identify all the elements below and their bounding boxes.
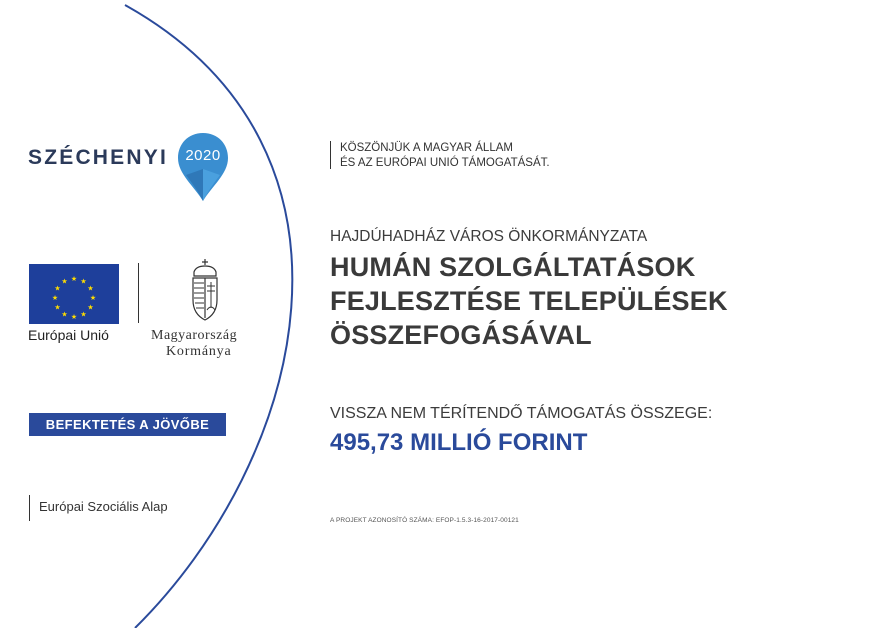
logo-divider [138,263,139,323]
svg-text:★: ★ [54,284,61,293]
grant-label: VISSZA NEM TÉRÍTENDŐ TÁMOGATÁS ÖSSZEGE: [330,405,713,422]
svg-text:★: ★ [54,303,61,312]
eu-label: Európai Unió [28,327,109,343]
szechenyi-year: 2020 [185,147,221,164]
svg-text:★: ★ [87,284,94,293]
project-title-line-1: HUMÁN SZOLGÁLTATÁSOK [330,252,696,282]
svg-text:★: ★ [87,303,94,312]
eu-flag-icon [29,264,119,324]
thanks-line-1: KÖSZÖNJÜK A MAGYAR ÁLLAM [340,142,513,154]
investment-badge: BEFEKTETÉS A JÖVŐBE [29,413,226,436]
svg-text:★: ★ [89,294,97,302]
fund-divider [29,495,30,521]
project-title-line-3: ÖSSZEFOGÁSÁVAL [330,320,592,350]
project-title-line-2: FEJLESZTÉSE TELEPÜLÉSEK [330,286,728,316]
thanks-line-2: ÉS AZ EURÓPAI UNIÓ TÁMOGATÁSÁT. [340,157,550,169]
svg-text:★: ★ [61,277,68,286]
svg-text:★: ★ [61,310,68,319]
thanks-divider [330,141,331,169]
coat-of-arms-icon [186,258,224,322]
grant-amount: 495,73 MILLIÓ FORINT [330,429,588,456]
szechenyi-logo-text: SZÉCHENYI [28,146,168,169]
location-pin-icon [176,131,230,203]
svg-text:★: ★ [70,313,78,321]
svg-text:★: ★ [80,310,87,319]
svg-text:★: ★ [80,277,87,286]
fund-label: Európai Szociális Alap [39,499,168,514]
government-line-2: Kormánya [166,344,232,359]
beneficiary-name: HAJDÚHADHÁZ VÁROS ÖNKORMÁNYZATA [330,228,648,245]
svg-text:★: ★ [51,294,59,302]
project-id: A PROJEKT AZONOSÍTÓ SZÁMA: EFOP-1.5.3-16-2017-00121 [330,517,519,524]
svg-text:★: ★ [70,275,78,283]
government-line-1: Magyarország [151,328,238,343]
